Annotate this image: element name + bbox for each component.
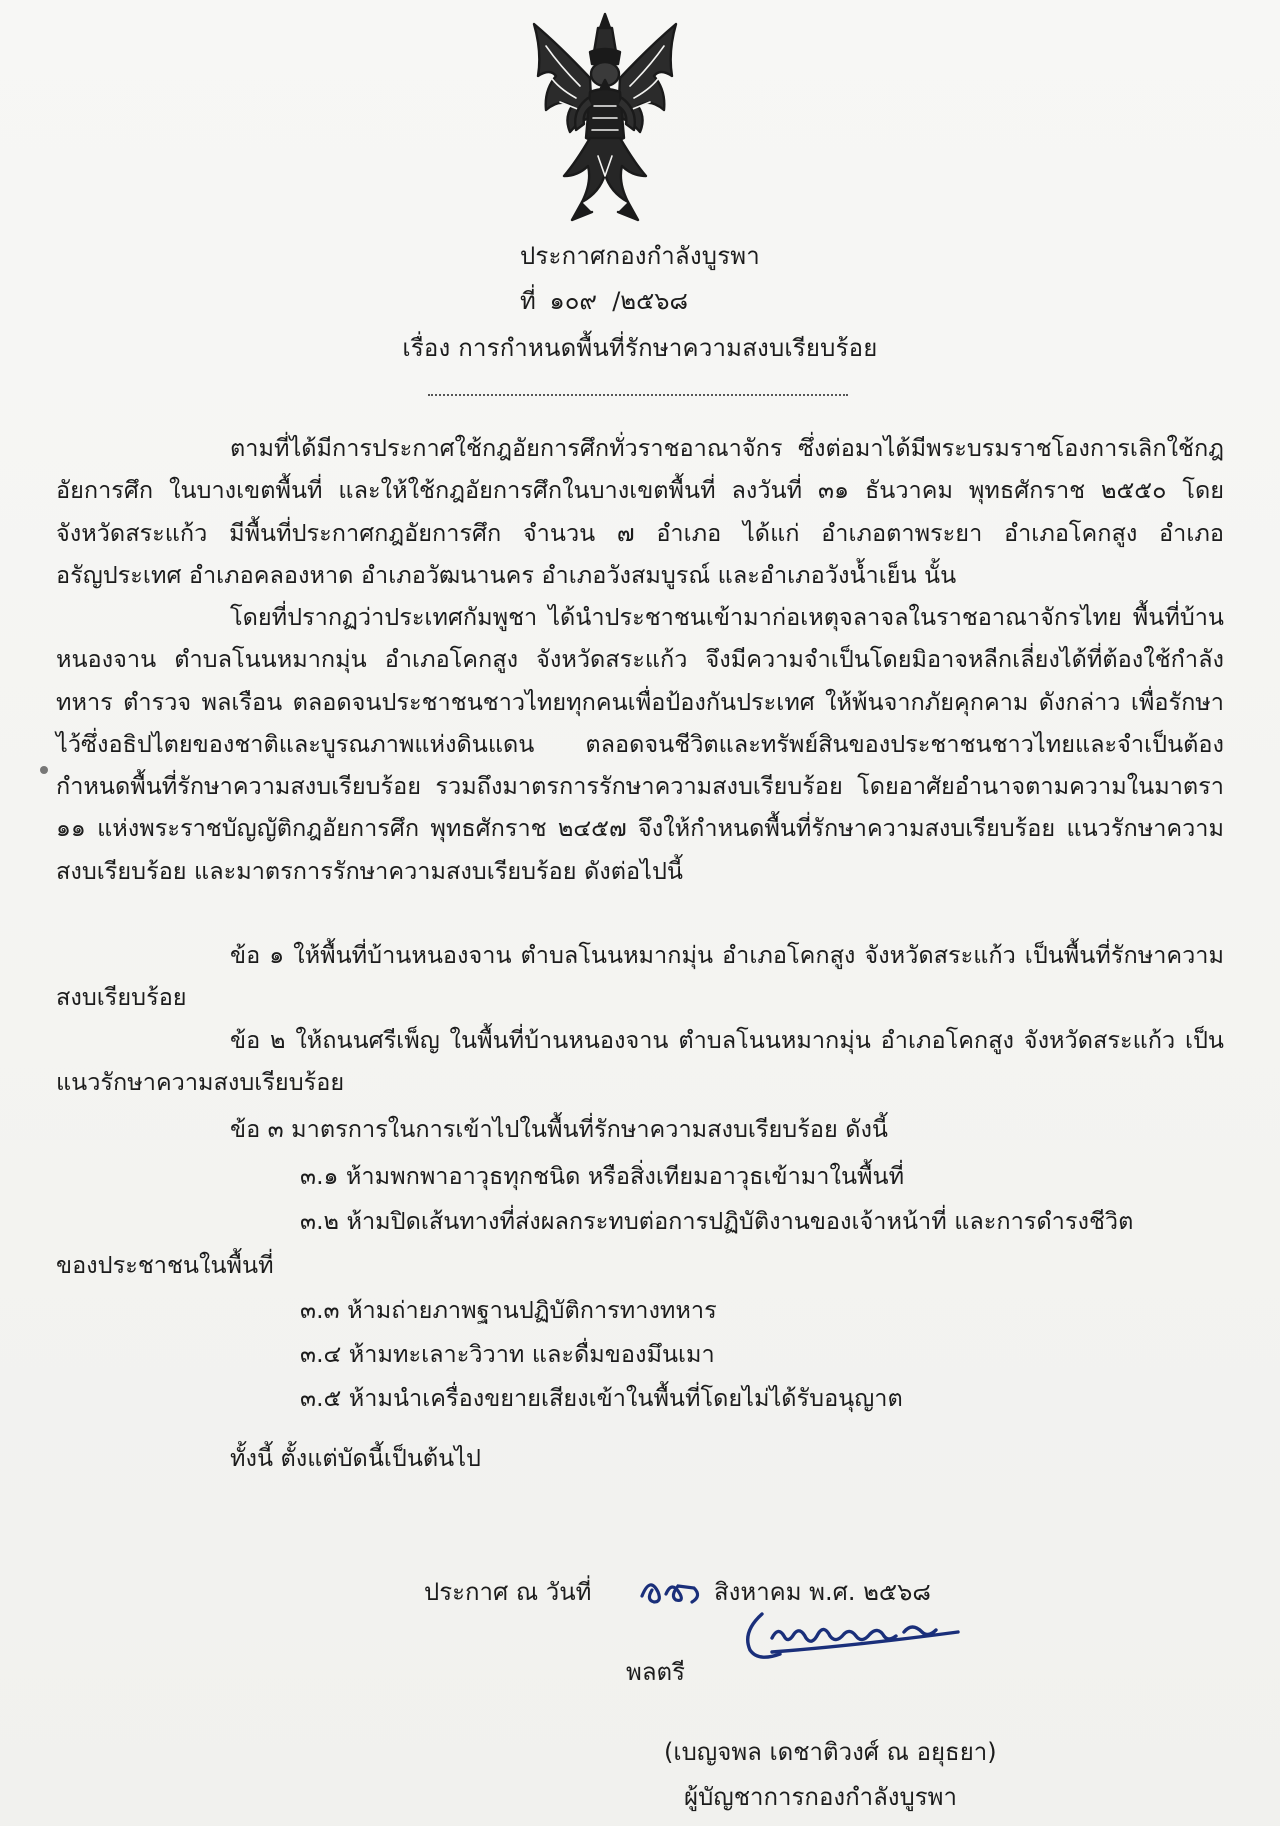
item-3-1: ๓.๑ ห้ามพกพาอาวุธทุกชนิด หรือสิ่งเทียมอาวุธเข้ามาในพื้นที่ [300,1162,905,1190]
effective-statement: ทั้งนี้ ตั้งแต่บัดนี้เป็นต้นไป [230,1444,481,1472]
announced-day-handwritten [636,1566,708,1610]
item-3-2-continued: ของประชาชนในพื้นที่ [56,1251,274,1279]
garuda-emblem-icon [520,6,690,234]
number-value: ๑๐๙ /๒๕๖๘ [549,287,689,315]
item-3: ข้อ ๓ มาตรการในการเข้าไปในพื้นที่รักษาความสงบเรียบร้อย ดังนี้ [230,1115,888,1143]
paragraph-1: ตามที่ได้มีการประกาศใช้กฎอัยการศึกทั่วราชอาณาจักร ซึ่งต่อมาได้มีพระบรมราชโองการเลิกใช้กฎอัยการศึก ในบางเขตพื้นที่ และให้ใช้กฎอัยการศึกในบางเขตพื้นที่ ลงวันที่ ๓๑ ธันวาคม พุทธศักราช ๒๕๕๐ โดยจังหวัดสระแก้ว มีพื้นที่ประกาศกฎอัยการศึก จำนวน ๗ อำเภอ ได้แก่ อำเภอตาพระยา อำเภอโคกสูง อำเภออรัญประเทศ อำเภอคลองหาด อำเภอวัฒนานคร อำเภอวังสมบูรณ์ และอำเภอวังน้ำเย็น นั้น [56,434,1224,589]
announced-date-prefix: ประกาศ ณ วันที่ [424,1578,592,1606]
number-prefix: ที่ [520,287,536,315]
document-subject: เรื่อง การกำหนดพื้นที่รักษาความสงบเรียบร้อย [402,334,878,362]
item-2: ข้อ ๒ ให้ถนนศรีเพ็ญ ในพื้นที่บ้านหนองจาน ตำบลโนนหมากมุ่น อำเภอโคกสูง จังหวัดสระแก้ว เป็นแนวรักษาความสงบเรียบร้อย [56,1026,1224,1097]
document-number [520,281,688,320]
item-3-2: ๓.๒ ห้ามปิดเส้นทางที่ส่งผลกระทบต่อการปฏิบัติงานของเจ้าหน้าที่ และการดำรงชีวิต [300,1207,1134,1235]
handwritten-signature [732,1592,972,1672]
document-title: ประกาศกองกำลังบูรพา [520,242,760,270]
announced-date-suffix: สิงหาคม พ.ศ. ๒๕๖๘ [714,1578,931,1606]
divider [428,394,848,396]
item-3-5: ๓.๕ ห้ามนำเครื่องขยายเสียงเข้าในพื้นที่โดยไม่ได้รับอนุญาต [300,1384,903,1412]
item-3-4: ๓.๔ ห้ามทะเลาะวิวาท และดื่มของมึนเมา [300,1340,715,1368]
signer-name: (เบญจพล เดชาติวงศ์ ณ อยุธยา) [664,1738,997,1766]
signer-rank: พลตรี [626,1658,686,1686]
paragraph-2: โดยที่ปรากฏว่าประเทศกัมพูชา ได้นำประชาชนเข้ามาก่อเหตุจลาจลในราชอาณาจักรไทย พื้นที่บ้านหนองจาน ตำบลโนนหมากมุ่น อำเภอโคกสูง จังหวัดสระแก้ว จึงมีความจำเป็นโดยมิอาจหลีกเลี่ยงได้ที่ต้องใช้กำลังทหาร ตำรวจ พลเรือน ตลอดจนประชาชนชาวไทยทุกคนเพื่อป้องกันประเทศ ให้พ้นจากภัยคุกคาม ดังกล่าว เพื่อรักษาไว้ซึ่งอธิปไตยของชาติและบูรณภาพแห่งดินแดน ตลอดจนชีวิตและทรัพย์สินของประชาชนชาวไทยและจำเป็นต้องกำหนดพื้นที่รักษาความสงบเรียบร้อย รวมถึงมาตรการรักษาความสงบเรียบร้อย โดยอาศัยอำนาจตามความในมาตรา ๑๑ แห่งพระราชบัญญัติกฎอัยการศึก พุทธศักราช ๒๔๕๗ จึงให้กำหนดพื้นที่รักษาความสงบเรียบร้อย แนวรักษาความสงบเรียบร้อย และมาตรการรักษาความสงบเรียบร้อย ดังต่อไปนี้ [56,603,1224,885]
svg-text:๒๔: ๒๔ [636,1566,638,1567]
item-3-3: ๓.๓ ห้ามถ่ายภาพฐานปฏิบัติการทางทหาร [300,1296,717,1324]
punch-mark [40,766,48,774]
signer-position: ผู้บัญชาการกองกำลังบูรพา [684,1783,957,1811]
item-1: ข้อ ๑ ให้พื้นที่บ้านหนองจาน ตำบลโนนหมากมุ่น อำเภอโคกสูง จังหวัดสระแก้ว เป็นพื้นที่รักษาความสงบเรียบร้อย [56,941,1224,1012]
